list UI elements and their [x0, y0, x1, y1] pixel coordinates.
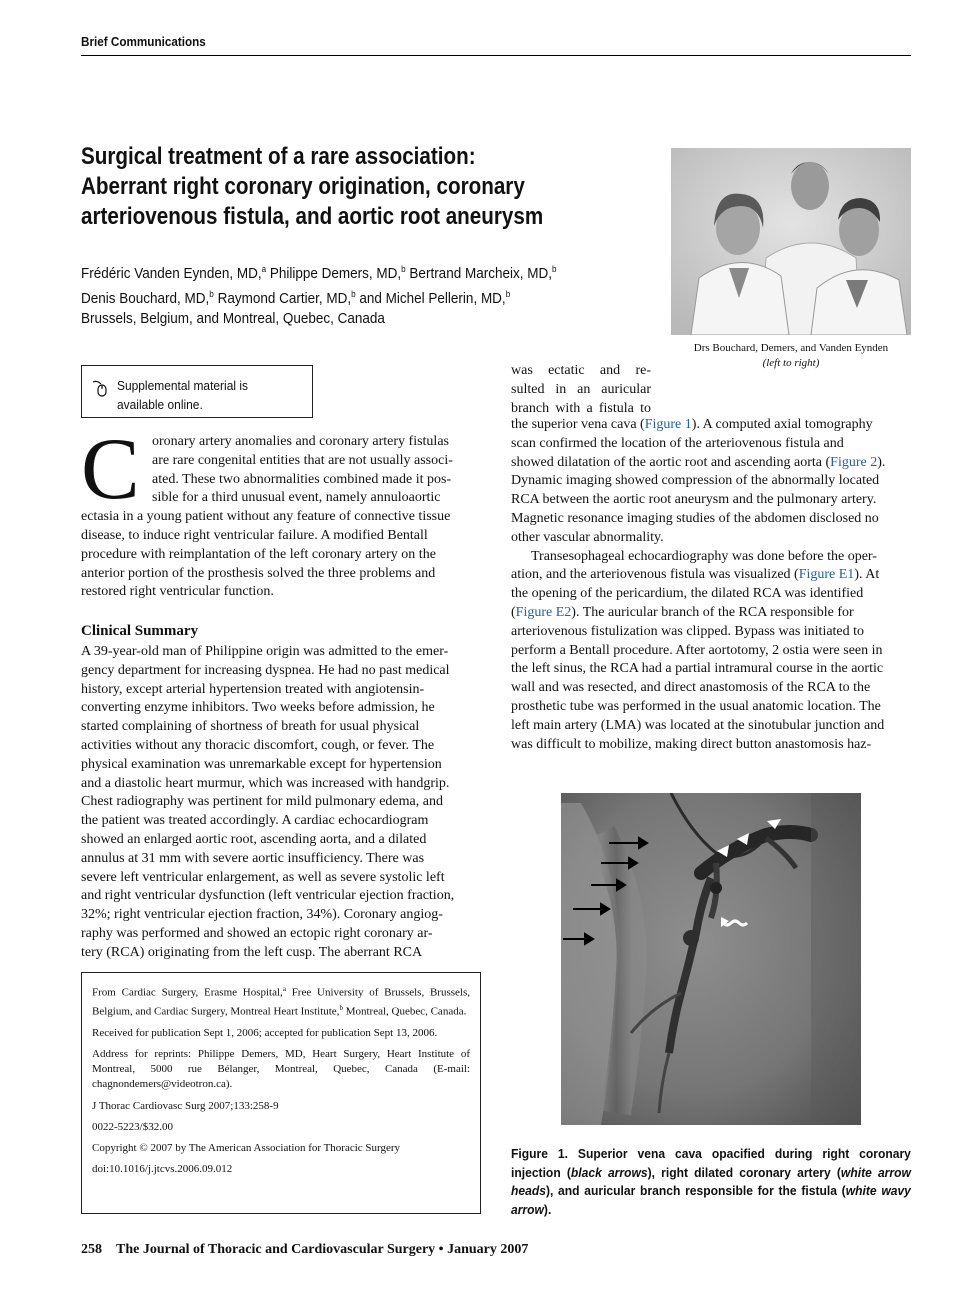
caption-text: ).	[543, 1201, 552, 1217]
intro-line: sible for a third unusual event, namely annuloaortic	[152, 490, 441, 506]
body-line	[511, 604, 911, 623]
affiliation-text: Free University of Brussels, Brussels, Belgium, and Cardiac Surgery, Montreal Heart Institute,	[92, 986, 470, 1018]
author-photo-graphic	[671, 148, 911, 335]
figure-1-angiogram	[561, 793, 861, 1125]
intro-line: anterior portion of the prosthesis solved the three problems and	[81, 565, 436, 581]
text-run: ).	[877, 454, 886, 470]
supplemental-line: available online.	[117, 397, 203, 412]
body-line: and a diastolic heart murmur, which was increased with handgrip.	[81, 775, 450, 791]
mouse-pointer-icon	[92, 379, 108, 397]
body-line	[511, 454, 911, 473]
body-line: left main artery (LMA) was located at the sinotubular junction and	[511, 717, 885, 733]
author-list	[81, 259, 585, 329]
intro-line: procedure with reimplantation of the left coronary artery on the	[81, 546, 436, 562]
affiliation-mark: a	[261, 264, 267, 274]
body-line: perform a Bentall procedure. After aortotomy, 2 ostia were seen in	[511, 642, 883, 658]
figure-2-link[interactable]: Figure 2	[830, 454, 878, 470]
body-line: and right ventricular dysfunction (left ventricular ejection fraction,	[81, 888, 455, 904]
page-footer	[81, 1242, 528, 1258]
photo-caption-names: Drs Bouchard, Demers, and Vanden Eynden	[693, 342, 889, 354]
body-line: scan confirmed the location of the arteriovenous fistula and	[511, 435, 844, 451]
affiliation-mark: a	[282, 985, 286, 993]
body-line: history, except arterial hypertension treated with angiotensin-	[81, 681, 425, 697]
text-run: ). A computed axial tomography	[691, 417, 873, 432]
figure-1-caption	[511, 1145, 911, 1219]
body-line: the left sinus, the RCA had a partial intramural course in the aortic	[511, 661, 884, 677]
body-line: converting enzyme inhibitors. Two weeks before admission, he	[81, 700, 435, 716]
affiliation-note	[92, 982, 470, 1020]
author-name: and Michel Pellerin, MD,	[359, 290, 506, 307]
doi-note: doi:10.1016/j.jtcvs.2006.09.012	[92, 1163, 233, 1176]
body-line: started complaining of shortness of breath for usual physical	[81, 719, 420, 735]
supplemental-line: Supplemental material is	[117, 378, 248, 393]
text-run: the superior vena cava (	[511, 417, 645, 432]
footnote-box	[81, 972, 481, 1214]
drop-cap: C	[81, 421, 140, 518]
text-run: (	[511, 604, 516, 620]
body-line: the patient was treated accordingly. A cardiac echocardiogram	[81, 813, 429, 829]
title-line: Surgical treatment of a rare association:	[81, 143, 476, 170]
body-line: Magnetic resonance imaging studies of the abdomen disclosed no	[511, 510, 879, 526]
header-rule	[81, 55, 911, 56]
intro-line: ated. These two abnormalities combined made it pos-	[152, 471, 452, 487]
author-line	[81, 284, 585, 309]
author-name: Bertrand Marcheix, MD,	[409, 265, 552, 282]
affiliation-mark: b	[339, 1003, 343, 1012]
clinical-summary-paragraph	[81, 643, 481, 963]
affiliation-mark: b	[505, 289, 511, 299]
caption-italic: white wavy arrow	[511, 1183, 911, 1217]
right-column-body	[511, 416, 911, 754]
caption-text: Figure 1. Superior vena cava opacified during right coronary injection (	[511, 1146, 911, 1180]
body-line: tery (RCA) originating from the left cusp. The aberrant RCA	[81, 944, 423, 960]
issn-note: 0022-5223/$32.00	[92, 1120, 173, 1133]
title-line: arteriovenous fistula, and aortic root aneurysm	[81, 203, 544, 230]
body-line	[511, 416, 911, 435]
affiliation-mark: b	[351, 289, 356, 299]
body-line: raphy was performed and showed an ectopic right coronary ar-	[81, 925, 433, 941]
figure-1-link[interactable]: Figure 1	[644, 417, 692, 432]
affiliation-mark: b	[401, 264, 406, 274]
author-name: Frédéric Vanden Eynden, MD,	[81, 265, 262, 282]
author-name: Philippe Demers, MD,	[269, 265, 402, 282]
body-line: 32%; right ventricular ejection fraction, 34%). Coronary angiog-	[81, 907, 443, 923]
photo-caption	[671, 341, 911, 371]
intro-paragraph	[81, 433, 481, 602]
affiliation-text: Montreal, Quebec, Canada.	[342, 1005, 467, 1018]
citation-note: J Thorac Cardiovasc Surg 2007;133:258-9	[92, 1099, 279, 1112]
body-line: severe left ventricular enlargement, as well as severe systolic left	[81, 869, 445, 885]
body-line: Dynamic imaging showed compression of the abnormally located	[511, 473, 880, 489]
body-line: annulus at 31 mm with severe aortic insufficiency. There was	[81, 850, 425, 866]
body-line	[511, 566, 911, 585]
body-line: sulted in an auricular	[511, 381, 651, 397]
journal-footer: The Journal of Thoracic and Cardiovascular Surgery • January 2007	[116, 1242, 529, 1257]
body-line: RCA between the aortic root aneurysm and the pulmonary artery.	[511, 492, 877, 508]
body-line: branch with a fistula to	[511, 400, 651, 416]
body-line: arteriovenous fistulization was clipped. Bypass was initiated to	[511, 623, 865, 639]
author-name: Raymond Cartier, MD,	[217, 290, 352, 307]
affiliation-mark: b	[551, 264, 557, 274]
body-line: was difficult to mobilize, making direct button anastomosis haz-	[511, 736, 872, 752]
section-label: Brief Communications	[81, 34, 206, 49]
body-line: gency department for increasing dyspnea. He had no past medical	[81, 662, 450, 678]
figure-e2-link[interactable]: Figure E2	[515, 604, 572, 620]
intro-line: ectasia in a young patient without any feature of connective tissue	[81, 509, 451, 525]
caption-italic: black arrows	[570, 1164, 648, 1180]
author-line	[81, 259, 585, 284]
title-line: Aberrant right coronary origination, coronary	[81, 173, 525, 200]
body-line: Transesophageal echocardiography was done before the oper-	[531, 548, 877, 564]
affiliation-text: From Cardiac Surgery, Erasme Hospital,	[92, 986, 283, 999]
author-name: Denis Bouchard, MD,	[81, 290, 210, 307]
author-photo	[671, 148, 911, 335]
body-line: activities without any thoracic discomfort, cough, or fever. The	[81, 737, 435, 753]
address-note: Address for reprints: Philippe Demers, MD, Heart Surgery, Heart Institute of Montreal, 5000 rue Bélanger, Montreal, Quebec, Canada (E-mail: chagnondemers@videotron.ca).	[92, 1047, 470, 1091]
figure-e1-link[interactable]: Figure E1	[798, 567, 855, 583]
text-run: ). The auricular branch of the RCA responsible for	[571, 604, 854, 620]
received-note: Received for publication Sept 1, 2006; accepted for publication Sept 13, 2006.	[92, 1026, 438, 1039]
photo-caption-order: (left to right)	[762, 357, 820, 369]
body-line: Chest radiography was pertinent for mild pulmonary edema, and	[81, 794, 443, 810]
body-line: physical examination was unremarkable except for hypertension	[81, 756, 442, 772]
body-line: showed an enlarged aortic root, ascending aorta, and a dilated	[81, 831, 427, 847]
body-line: other vascular abnormality.	[511, 529, 664, 545]
copyright-note: Copyright © 2007 by The American Association for Thoracic Surgery	[92, 1141, 401, 1154]
text-run: ). At	[854, 567, 880, 583]
intro-line: disease, to induce right ventricular failure. A modified Bentall	[81, 527, 428, 543]
caption-italic: white arrow heads	[511, 1164, 911, 1198]
text-run: showed dilatation of the aortic root and ascending aorta (	[511, 454, 831, 470]
body-line: wall and was resected, and direct anastomosis of the RCA to the	[511, 680, 871, 696]
page-number: 258	[81, 1242, 102, 1257]
angiogram-image	[561, 793, 861, 1125]
caption-text: ), right dilated coronary artery (	[647, 1164, 841, 1180]
author-location: Brussels, Belgium, and Montreal, Quebec, Canada	[81, 310, 385, 327]
intro-line: are rare congenital entities that are not usually associ-	[152, 452, 453, 468]
supplemental-text	[117, 376, 248, 414]
intro-line: oronary artery anomalies and coronary artery fistulas	[152, 434, 449, 449]
body-line: prosthetic tube was performed in the usual anatomic location. The	[511, 698, 881, 714]
body-line: A 39-year-old man of Philippine origin was admitted to the emer-	[81, 644, 449, 659]
article-title	[81, 142, 563, 232]
affiliation-mark: b	[209, 289, 214, 299]
text-run: ation, and the arteriovenous fistula was visualized (	[511, 567, 799, 583]
supplemental-material-box[interactable]	[81, 365, 313, 418]
section-heading: Clinical Summary	[81, 623, 199, 639]
intro-line: restored right ventricular function.	[81, 584, 274, 600]
body-line: was ectatic and re-	[511, 363, 651, 378]
caption-text: ), and auricular branch responsible for the fistula (	[545, 1183, 846, 1198]
body-line: the opening of the pericardium, the dilated RCA was identified	[511, 586, 864, 602]
right-column-lead	[511, 362, 651, 418]
